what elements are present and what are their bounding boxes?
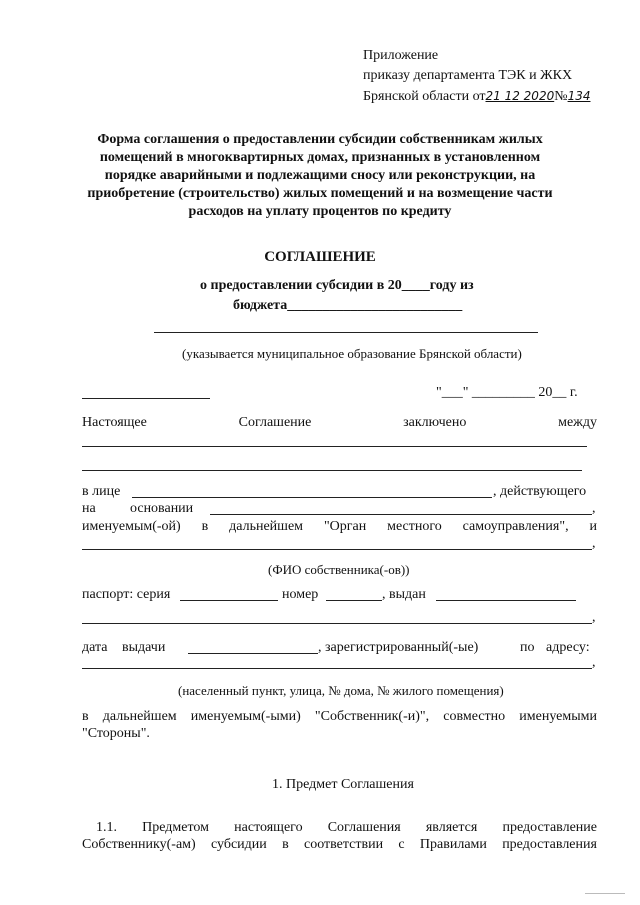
owners-word: именуемым(-ыми) [190, 709, 301, 724]
municipality-blank[interactable] [154, 332, 538, 333]
address-blank[interactable] [82, 668, 592, 669]
handwritten-date: 21 12 2020 [485, 89, 555, 103]
para-word: Предметом [142, 820, 210, 835]
para-word: предоставление [502, 820, 597, 835]
para-word: субсидии [210, 837, 267, 852]
para-word: в [282, 837, 289, 852]
person-suffix: , действующего [493, 484, 587, 499]
named-word: самоуправления", [462, 519, 569, 534]
named-word: дальнейшем [229, 519, 304, 534]
address-comma: , [592, 655, 596, 670]
form-title-line: порядке аварийными и подлежащими сносу или реконструкции, на [104, 168, 536, 183]
form-title-line: приобретение (строительство) жилых помещений и на возмещение части [87, 186, 553, 201]
owners-word: именуемыми [519, 709, 597, 724]
owners-line-1 [82, 708, 597, 726]
named-word: и [589, 519, 597, 534]
named-word: местного [387, 519, 442, 534]
person-prefix: в лице [82, 484, 121, 499]
para-word: Соглашения [327, 820, 401, 835]
owners-word: дальнейшем [102, 709, 177, 724]
para-word: Правилами [419, 837, 487, 852]
named-word: именуемым(-ой) [82, 519, 181, 534]
appendix-line-1: Приложение [363, 48, 439, 63]
issue-date-blank[interactable] [188, 653, 318, 654]
owners-line-2: "Стороны". [82, 726, 150, 741]
place-blank[interactable] [82, 398, 210, 399]
number-sign: № [554, 89, 568, 104]
para-word: является [425, 820, 478, 835]
passport-issued-blank[interactable] [436, 600, 576, 601]
appendix-line-2: приказу департамента ТЭК и ЖКХ [363, 68, 573, 83]
basis-word-on: на [82, 501, 96, 516]
party-blank-1[interactable] [82, 446, 587, 447]
named-word: в [201, 519, 209, 534]
passport-series-blank[interactable] [180, 600, 278, 601]
agreement-subtitle-2: бюджета_________________________ [233, 298, 463, 313]
form-title-line: помещений в многоквартирных домах, признанных в установленном [99, 150, 541, 165]
appendix-line-3 [363, 87, 590, 106]
appendix-line-3-prefix: Брянской области от [363, 89, 486, 104]
agreement-subtitle-1: о предоставлении субсидии в 20____году из [200, 278, 474, 293]
person-blank[interactable] [132, 497, 492, 498]
agreement-heading: СОГЛАШЕНИЕ [264, 249, 376, 265]
form-title-line: расходов на уплату процентов по кредиту [188, 204, 452, 219]
section-1-para-line-1 [96, 819, 597, 837]
para-word: с [398, 837, 405, 852]
owners-word: в [82, 709, 89, 724]
passport-number-label: номер [282, 587, 319, 602]
address-word-1: по [520, 640, 535, 655]
section-1-para-line-2 [82, 836, 597, 854]
issued-by-blank[interactable] [82, 623, 592, 624]
section-1-title: 1. Предмет Соглашения [272, 777, 414, 792]
passport-series-label: паспорт: серия [82, 587, 171, 602]
para-word: предоставления [502, 837, 597, 852]
owner-name-comma: , [592, 536, 596, 551]
concluded-word: между [558, 415, 597, 430]
passport-issued-label: , выдан [382, 587, 426, 602]
para-word: Собственнику(-ам) [82, 837, 196, 852]
address-word-2: адресу: [546, 640, 590, 655]
owners-word: "Собственник(-и)", [314, 709, 430, 724]
municipality-caption: (указывается муниципальное образование Брянской области) [182, 346, 522, 361]
para-word: 1.1. [96, 820, 117, 835]
named-line [82, 518, 597, 536]
basis-comma: , [592, 501, 596, 516]
para-word: настоящего [234, 820, 303, 835]
owner-name-blank[interactable] [82, 549, 592, 550]
para-word: соответствии [303, 837, 384, 852]
issue-date-word-2: выдачи [122, 640, 166, 655]
named-word: "Орган [323, 519, 367, 534]
passport-number-blank[interactable] [326, 600, 382, 601]
date-line: "___" _________ 20__ г. [436, 385, 578, 400]
handwritten-number: 134 [567, 89, 591, 103]
concluded-word: Настоящее [82, 415, 147, 430]
basis-blank[interactable] [210, 514, 592, 515]
registered-label: , зарегистрированный(-ые) [318, 640, 479, 655]
address-caption: (населенный пункт, улица, № дома, № жилого помещения) [178, 683, 504, 698]
concluded-word: заключено [403, 415, 467, 430]
concluded-word: Соглашение [238, 415, 312, 430]
issue-date-word-1: дата [82, 640, 108, 655]
issued-by-comma: , [592, 610, 596, 625]
basis-word-basis: основании [130, 501, 194, 516]
owners-word: совместно [443, 709, 506, 724]
fio-caption: (ФИО собственника(-ов)) [268, 562, 410, 577]
concluded-line [82, 414, 597, 432]
form-title-line: Форма соглашения о предоставлении субсидии собственникам жилых [97, 132, 543, 147]
party-blank-2[interactable] [82, 470, 582, 471]
scan-artifact-line [585, 893, 625, 894]
form-title [60, 131, 580, 221]
